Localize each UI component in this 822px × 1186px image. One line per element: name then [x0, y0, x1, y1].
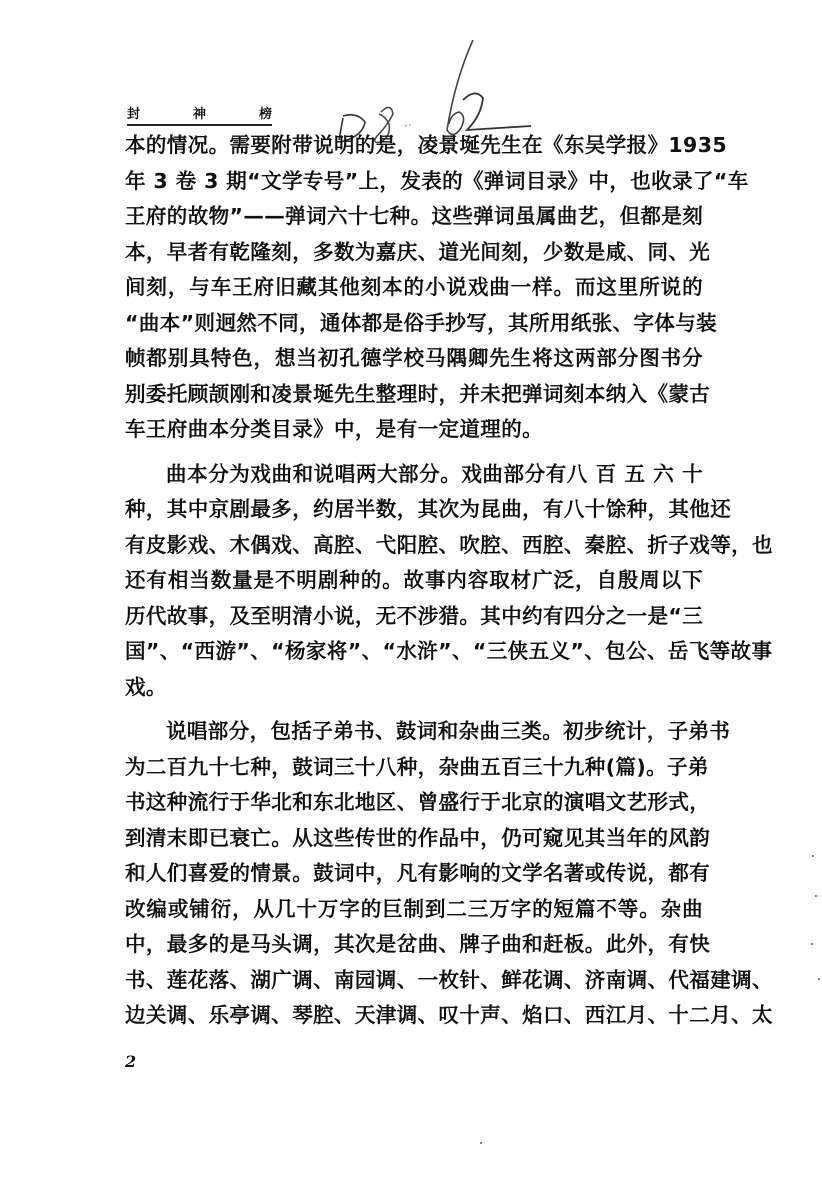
body-text — [125, 128, 773, 1034]
text-line: 曲本分为戏曲和说唱两大部分。戏曲部分有八 百 五 六 十 — [166, 461, 703, 486]
text-line: “曲本”则迥然不同，通体都是俗手抄写，其所用纸张、字体与装 — [125, 310, 718, 335]
text-line: 改编或铺衍，从几十万字的巨制到二三万字的短篇不等。杂曲 — [125, 896, 703, 921]
text-line: 车王府曲本分类目录》中，是有一定道理的。 — [125, 417, 543, 441]
text-line: 年 3 卷 3 期“文学专号”上，发表的《弹词目录》中，也收录了“车 — [125, 168, 749, 193]
text-line: 边关调、乐亭调、琴腔、天津调、叹十声、焰口、西江月、十二月、太 — [125, 1003, 773, 1027]
text-line: 本的情况。需要附带说明的是，凌景埏先生在《东吴学报》1935 — [125, 133, 728, 157]
scan-speck — [811, 943, 813, 945]
paragraph-1 — [125, 128, 749, 448]
text-line: 本，早者有乾隆刻，多数为嘉庆、道光间刻，少数是咸、同、光 — [125, 239, 711, 264]
text-line: 中，最多的是马头调，其次是岔曲、牌子曲和赶板。此外，有快 — [125, 932, 711, 956]
text-line: 国”、“西游”、“杨家将”、“水浒”、“三侠五义”、包公、岳飞等故事 — [125, 639, 773, 663]
paragraph-3 — [125, 714, 773, 1034]
text-line: 说唱部分，包括子弟书、鼓词和杂曲三类。初步统计，子弟书 — [166, 719, 731, 743]
text-line: 帧都别具特色，想当初孔德学校马隅卿先生将这两部分图书分 — [125, 346, 703, 370]
text-line: 别委托顾颉刚和凌景埏先生整理时，并未把弹词刻本纳入《蒙古 — [125, 381, 711, 406]
text-line: 和人们喜爱的情景。鼓词中，凡有影响的文学名著或传说，都有 — [125, 861, 711, 885]
scan-speck — [480, 1142, 482, 1144]
text-line: 种，其中京剧最多，约居半数，其次为昆曲，有八十馀种，其他还 — [125, 497, 732, 521]
text-line: 戏。 — [125, 674, 167, 699]
text-line: 为二百九十七种，鼓词三十八种，杂曲五百三十九种(篇)。子弟 — [125, 754, 709, 779]
running-head-char-1: 封 — [127, 107, 141, 122]
text-line: 到清末即已衰亡。从这些传世的作品中，仍可窥见其当年的风韵 — [125, 825, 711, 850]
text-line: 有皮影戏、木偶戏、高腔、弋阳腔、吹腔、西腔、秦腔、折子戏等，也 — [125, 532, 773, 557]
text-line: 书、莲花落、湖广调、南园调、一枚针、鲜花调、济南调、代福建调、 — [125, 967, 773, 992]
running-head-char-3: 榜 — [258, 107, 272, 122]
text-line: 书这种流行于华北和东北地区、曾盛行于北京的演唱文艺形式， — [125, 790, 711, 814]
running-head — [127, 104, 272, 126]
paragraph-2 — [125, 457, 773, 706]
text-line: 还有相当数量是不明剧种的。故事内容取材广泛，自殷周以下 — [125, 568, 703, 592]
scan-speck — [818, 978, 820, 980]
scan-speck — [812, 855, 814, 857]
text-line: 王府的故物”——弹词六十七种。这些弹词虽属曲艺，但都是刻 — [125, 204, 704, 228]
page-number: 2 — [125, 1052, 137, 1071]
text-line: 历代故事，及至明清小说，无不涉猎。其中约有四分之一是“三 — [125, 603, 704, 628]
running-head-char-2: 神 — [192, 107, 206, 122]
scan-speck — [815, 895, 817, 897]
text-line: 间刻，与车王府旧藏其他刻本的小说戏曲一样。而这里所说的 — [125, 275, 703, 299]
